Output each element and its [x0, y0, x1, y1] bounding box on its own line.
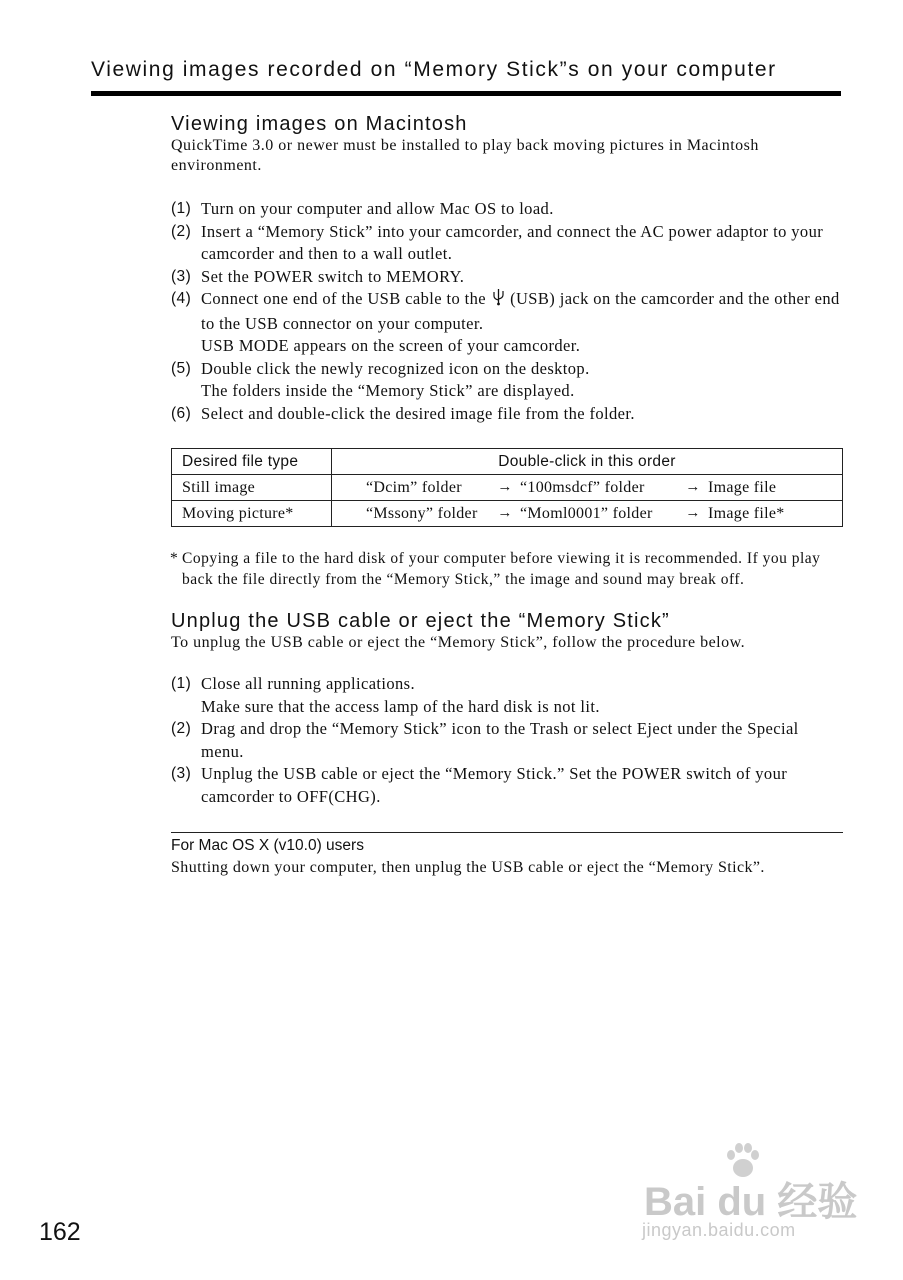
file-order-table: [171, 448, 843, 527]
step-text-pre: Connect one end of the USB cable to the: [201, 289, 487, 308]
section-intro-unplug: To unplug the USB cable or eject the “Memory Stick”, follow the procedure below.: [171, 634, 746, 651]
section-intro-quicktime: QuickTime 3.0 or newer must be installed to play back moving pictures in Macintosh environment.: [171, 137, 759, 174]
column-header: Double-click in this order: [332, 449, 843, 475]
step-text: Insert a “Memory Stick” into your camcorder, and connect the AC power adaptor to your camcorder and then to a wall outlet.: [201, 221, 824, 263]
table-row: [172, 501, 843, 527]
table-cell-order: [332, 501, 843, 527]
footnote-text: Copying a file to the hard disk of your computer before viewing it is recommended. If you play back the file directly from the “Memory Stick,” the image and sound may break off.: [182, 550, 821, 588]
footnote: [170, 548, 843, 590]
step-text: [201, 358, 843, 403]
table-cell-type: Moving picture*: [172, 501, 332, 527]
step-text: Select and double-click the desired image file from the folder.: [201, 403, 635, 423]
step-text: [201, 288, 843, 358]
step-line: Double click the newly recognized icon on the desktop.: [201, 358, 590, 378]
step-text-extra: USB MODE appears on the screen of your camcorder.: [201, 336, 581, 355]
step-item: [171, 288, 843, 358]
arrow-right-icon: →: [497, 505, 513, 521]
step-text: [201, 673, 843, 718]
watermark: [636, 1142, 856, 1252]
step-number: (3): [171, 765, 192, 782]
step-item: [171, 198, 843, 221]
step-number: (6): [171, 404, 192, 422]
watermark-brand: Bai du 经验: [644, 1180, 858, 1224]
page-header-title: Viewing images recorded on “Memory Stick”s on your computer: [91, 58, 777, 81]
arrow-right-icon: →: [497, 479, 513, 495]
table-row: [172, 475, 843, 501]
folder-step: “Moml0001” folder: [520, 504, 653, 522]
step-text: Unplug the USB cable or eject the “Memory Stick.” Set the POWER switch of your camcorder to OFF(CHG).: [201, 764, 788, 806]
step-item: [171, 718, 843, 763]
step-number: (2): [171, 222, 192, 240]
step-item: [171, 358, 843, 403]
file-step: Image file: [708, 478, 777, 496]
folder-step: “Mssony” folder: [366, 504, 478, 522]
step-number: (1): [171, 200, 192, 217]
column-header: Desired file type: [172, 449, 332, 475]
folder-step: “Dcim” folder: [366, 478, 462, 496]
step-item: [171, 673, 843, 718]
step-line: The folders inside the “Memory Stick” are displayed.: [201, 381, 575, 400]
step-item: [171, 221, 843, 266]
steps-list-unplug: [171, 673, 843, 808]
steps-list-viewing: [171, 198, 843, 425]
step-number: (3): [171, 267, 192, 285]
page-content: [171, 112, 843, 878]
arrow-right-icon: →: [685, 505, 701, 521]
step-text: Set the POWER switch to MEMORY.: [201, 266, 465, 286]
watermark-url: jingyan.baidu.com: [642, 1220, 796, 1240]
step-text-post: (USB) jack on the camcorder and the other end to the USB connector on your computer.: [201, 289, 840, 333]
step-line: Close all running applications.: [201, 674, 416, 693]
step-number: (2): [171, 720, 192, 737]
step-text: Turn on your computer and allow Mac OS to load.: [201, 199, 554, 218]
section-divider: [171, 832, 843, 833]
page-number: 162: [39, 1218, 81, 1246]
step-number: (4): [171, 290, 192, 307]
arrow-right-icon: →: [685, 479, 701, 495]
step-item: [171, 403, 843, 426]
section-heading-unplug: Unplug the USB cable or eject the “Memory Stick”: [171, 610, 670, 632]
step-number: (5): [171, 359, 192, 377]
osx-heading: For Mac OS X (v10.0) users: [171, 837, 364, 854]
usb-trident-icon: [493, 288, 504, 313]
table-cell-type: Still image: [172, 475, 332, 501]
step-item: [171, 266, 843, 289]
step-line: Make sure that the access lamp of the hard disk is not lit.: [201, 696, 600, 716]
table-cell-order: [332, 475, 843, 501]
table-header-row: [172, 449, 843, 475]
footnote-mark: *: [170, 550, 179, 567]
osx-text: Shutting down your computer, then unplug the USB cable or eject the “Memory Stick”.: [171, 859, 765, 876]
step-text: Drag and drop the “Memory Stick” icon to the Trash or select Eject under the Special menu.: [201, 719, 799, 761]
step-item: [171, 763, 843, 808]
header-rule: [91, 91, 841, 96]
file-step: Image file*: [708, 504, 785, 522]
section-heading-macintosh: Viewing images on Macintosh: [171, 113, 468, 135]
step-number: (1): [171, 675, 192, 692]
folder-step: “100msdcf” folder: [520, 478, 645, 496]
